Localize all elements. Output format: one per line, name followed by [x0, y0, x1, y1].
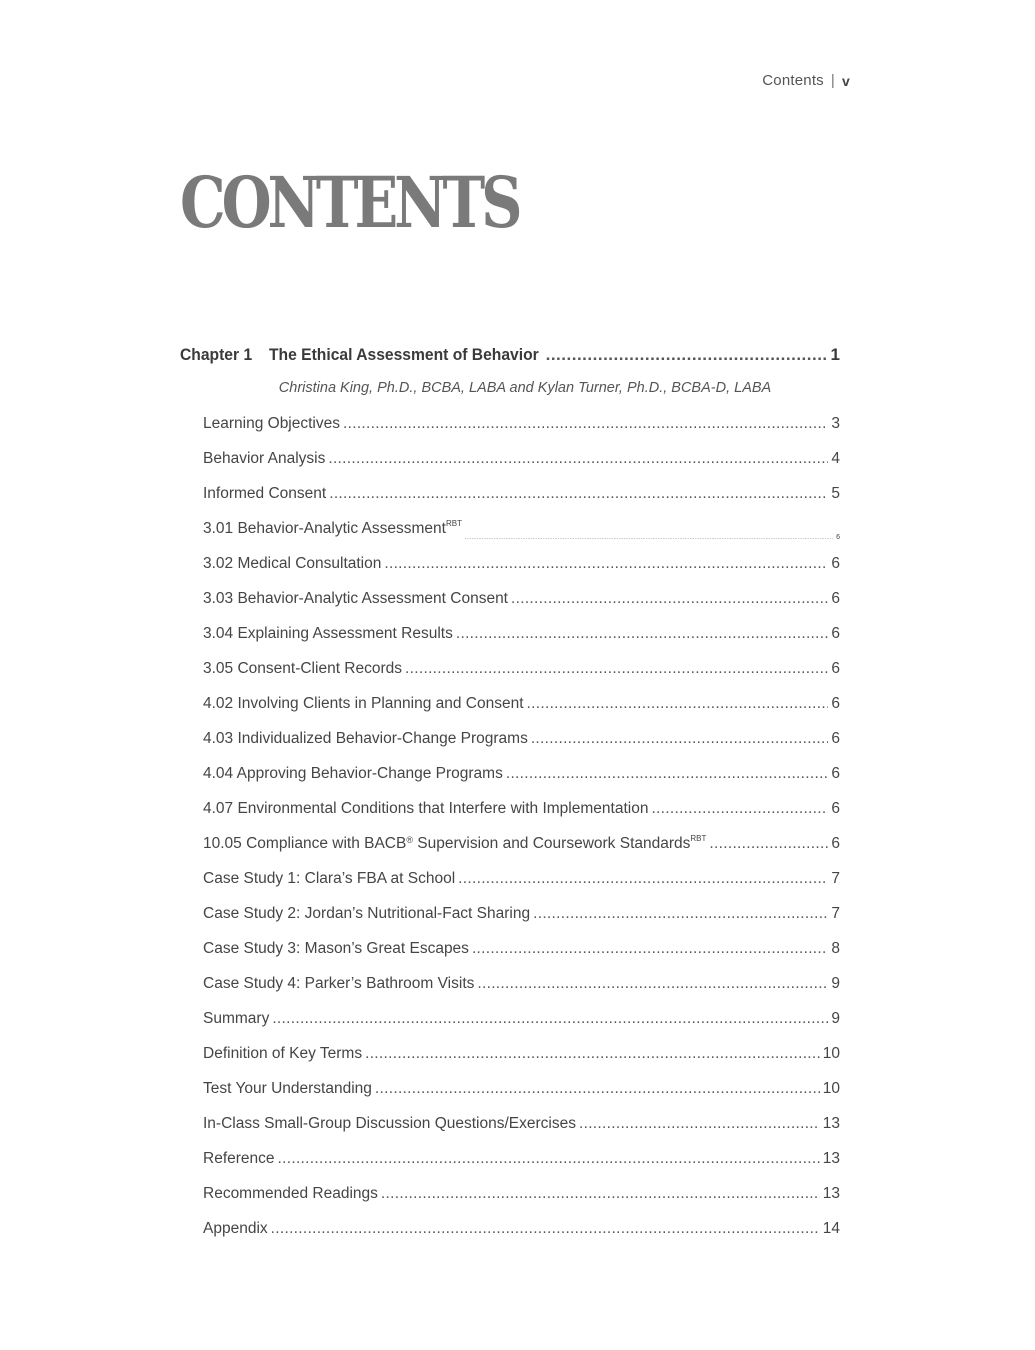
toc-entry[interactable]	[203, 625, 840, 660]
toc-entry-label: 3.03 Behavior-Analytic Assessment Consent	[203, 590, 508, 607]
toc-entry-label: Appendix	[203, 1220, 268, 1237]
running-head	[762, 72, 850, 89]
page-title: CONTENTS	[180, 161, 519, 244]
running-head-section: Contents	[762, 72, 824, 89]
toc-entry[interactable]	[203, 975, 840, 1010]
toc-entry-page: 6	[831, 590, 840, 607]
dot-leader	[472, 940, 828, 958]
dot-leader	[278, 1150, 820, 1168]
toc-entry-label: Definition of Key Terms	[203, 1045, 363, 1062]
toc-entry[interactable]	[203, 870, 840, 905]
dot-leader	[271, 1220, 820, 1238]
dot-leader	[365, 1045, 820, 1063]
toc-entry-label-text-cont: Supervision and Coursework Standards	[412, 835, 691, 852]
toc-entry[interactable]	[203, 590, 840, 625]
toc-entry-page: 10	[822, 1080, 840, 1097]
dot-leader	[546, 345, 828, 365]
toc-entry-label: 4.02 Involving Clients in Planning and Consent	[203, 695, 524, 712]
toc-entry-label: 4.07 Environmental Conditions that Interfere with Implementation	[203, 800, 649, 817]
dot-leader	[506, 765, 829, 783]
dot-leader	[477, 975, 828, 993]
toc-entry-label: 3.05 Consent-Client Records	[203, 660, 403, 677]
dot-leader	[456, 625, 829, 643]
toc-entries	[180, 415, 840, 1255]
toc-entry-label: Recommended Readings	[203, 1185, 378, 1202]
toc-entry-page: 8	[831, 940, 840, 957]
toc-entry-label: Learning Objectives	[203, 415, 340, 432]
toc-entry-label: Case Study 3: Mason’s Great Escapes	[203, 940, 469, 957]
dot-leader	[709, 835, 828, 853]
page-number: v	[842, 72, 850, 89]
dot-leader	[531, 730, 829, 748]
toc-entry[interactable]	[203, 835, 840, 870]
toc-entry-label-text: 10.05 Compliance with BACB	[203, 835, 407, 852]
toc-entry-label: Test Your Understanding	[203, 1080, 372, 1097]
toc-entry-page: 6	[836, 534, 840, 541]
dot-leader	[375, 1080, 820, 1098]
toc-entry[interactable]	[203, 660, 840, 695]
toc-entry-label: Case Study 1: Clara’s FBA at School	[203, 870, 456, 887]
toc-entry-label: Summary	[203, 1010, 270, 1027]
toc-entry-page: 6	[831, 660, 840, 677]
rbt-superscript: RBT	[445, 519, 462, 528]
toc-entry-label: Case Study 2: Jordan’s Nutritional-Fact Sharing	[203, 905, 531, 922]
registered-mark: ®	[406, 835, 413, 845]
toc-entry[interactable]	[203, 905, 840, 940]
dot-leader	[405, 660, 828, 678]
chapter-number: Chapter 1	[180, 345, 253, 364]
toc-entry-label: Case Study 4: Parker’s Bathroom Visits	[203, 975, 475, 992]
toc-entry-label: In-Class Small-Group Discussion Questions/Exercises	[203, 1115, 576, 1132]
toc-entry[interactable]	[203, 485, 840, 520]
dot-leader	[458, 870, 828, 888]
dot-leader	[272, 1010, 828, 1028]
dot-leader	[527, 695, 829, 713]
toc-entry[interactable]	[203, 415, 840, 450]
table-of-contents	[180, 345, 840, 1255]
toc-entry-label: Informed Consent	[203, 485, 327, 502]
toc-entry[interactable]	[203, 555, 840, 590]
toc-entry-label	[203, 835, 706, 853]
toc-entry-page: 13	[822, 1115, 840, 1132]
dot-leader	[511, 590, 828, 608]
toc-entry-page: 13	[822, 1185, 840, 1202]
dot-leader	[651, 800, 828, 818]
dot-leader	[384, 555, 828, 573]
chapter-entry[interactable]	[180, 345, 840, 371]
toc-entry[interactable]	[203, 1010, 840, 1045]
toc-entry-label: 3.04 Explaining Assessment Results	[203, 625, 453, 642]
toc-entry[interactable]	[203, 765, 840, 800]
toc-entry-label: 3.02 Medical Consultation	[203, 555, 382, 572]
toc-entry[interactable]	[203, 695, 840, 730]
toc-entry[interactable]	[203, 940, 840, 975]
toc-entry-page: 13	[822, 1150, 840, 1167]
toc-entry[interactable]	[203, 1045, 840, 1080]
toc-entry[interactable]	[203, 1115, 840, 1150]
toc-entry-label: 4.04 Approving Behavior-Change Programs	[203, 765, 503, 782]
toc-entry-page: 6	[831, 800, 840, 817]
chapter-authors: Christina King, Ph.D., BCBA, LABA and Kylan Turner, Ph.D., BCBA-D, LABA	[278, 380, 772, 396]
toc-entry[interactable]	[203, 730, 840, 765]
dot-leader	[533, 905, 828, 923]
toc-entry[interactable]	[203, 800, 840, 835]
toc-entry-page: 7	[831, 905, 840, 922]
rbt-superscript: RBT	[690, 834, 707, 843]
dot-leader	[343, 415, 828, 433]
toc-entry-label: 4.03 Individualized Behavior-Change Programs	[203, 730, 528, 747]
toc-entry[interactable]	[203, 1185, 840, 1220]
toc-entry-label: Reference	[203, 1150, 275, 1167]
toc-entry-page: 9	[831, 1010, 840, 1027]
toc-entry[interactable]	[203, 1150, 840, 1185]
toc-entry[interactable]	[203, 520, 840, 555]
dot-leader	[381, 1185, 820, 1203]
toc-entry-page: 10	[822, 1045, 840, 1062]
toc-entry-page: 6	[831, 835, 840, 852]
toc-entry-page: 3	[831, 415, 840, 432]
toc-entry-page: 9	[831, 975, 840, 992]
toc-entry[interactable]	[203, 1220, 840, 1255]
toc-entry-page: 6	[831, 625, 840, 642]
toc-entry[interactable]	[203, 1080, 840, 1115]
toc-entry-page: 14	[822, 1220, 840, 1237]
toc-entry-page: 4	[831, 450, 840, 467]
toc-entry-page: 6	[831, 765, 840, 782]
toc-entry-label	[203, 520, 462, 538]
toc-entry-page: 6	[831, 730, 840, 747]
toc-entry-page: 5	[831, 485, 840, 502]
dot-leader	[465, 535, 833, 541]
toc-entry-page: 6	[831, 695, 840, 712]
toc-entry-page: 6	[831, 555, 840, 572]
toc-entry-label: Behavior Analysis	[203, 450, 326, 467]
chapter-page: 1	[830, 345, 840, 364]
running-head-separator: |	[830, 72, 835, 89]
toc-entry[interactable]	[203, 450, 840, 485]
dot-leader	[328, 450, 828, 468]
chapter-title: The Ethical Assessment of Behavior	[269, 345, 540, 364]
dot-leader	[579, 1115, 820, 1133]
toc-entry-page: 7	[831, 870, 840, 887]
dot-leader	[329, 485, 828, 503]
toc-entry-label-text: 3.01 Behavior-Analytic Assessment	[203, 520, 446, 537]
